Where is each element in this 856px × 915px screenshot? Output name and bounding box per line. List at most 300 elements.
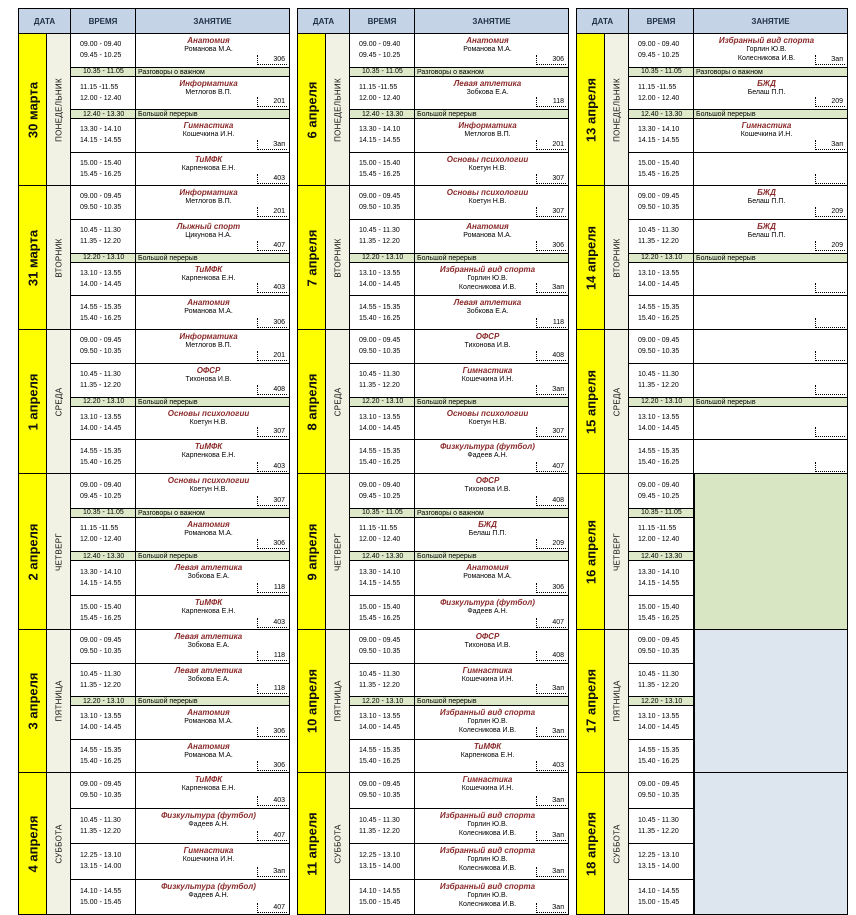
subject-cell	[694, 440, 848, 474]
time-range: 09.00 - 09.45	[638, 635, 693, 646]
time-range: 12.20 - 13.10	[641, 696, 693, 707]
break-row	[350, 552, 569, 561]
break-row	[71, 398, 290, 407]
week-column	[576, 8, 848, 912]
time-range: 09.00 - 09.45	[80, 191, 135, 202]
subject-cell	[136, 474, 290, 508]
subject-cell	[415, 153, 569, 187]
lesson-row	[71, 77, 290, 111]
time-range: 10.45 - 11.30	[359, 225, 414, 236]
subject-cell	[694, 77, 848, 110]
subject-name: Основы психологии	[415, 409, 560, 418]
time-cell	[629, 518, 694, 552]
subject-cell	[415, 596, 569, 631]
time-range: 10.45 - 11.30	[638, 369, 693, 380]
time-cell	[629, 330, 694, 363]
subject-name: Анатомия	[136, 708, 281, 717]
day-block	[576, 330, 848, 474]
date-cell	[577, 773, 605, 914]
teacher-name: Зобкова Е.А.	[415, 308, 560, 315]
time-range: 11.15 -11.55	[359, 82, 414, 93]
time-range: 13.30 - 14.10	[638, 567, 693, 578]
room-number: 408	[536, 496, 566, 506]
subject-cell	[136, 664, 290, 697]
lesson-rows	[350, 186, 568, 329]
subject-cell	[415, 407, 569, 440]
time-range: 13.10 - 13.55	[80, 412, 135, 423]
subject-cell	[415, 552, 569, 560]
subject-cell	[694, 330, 848, 363]
time-range: 09.45 - 10.25	[638, 491, 693, 502]
time-cell	[71, 773, 136, 808]
header-time: ВРЕМЯ	[350, 9, 415, 33]
weekday-cell	[326, 186, 350, 329]
time-range: 09.00 - 09.45	[638, 779, 693, 790]
time-range: 13.30 - 14.10	[80, 567, 135, 578]
weekday-label: СУББОТА	[333, 824, 342, 863]
subject-cell	[136, 153, 290, 187]
subject-name: Левая атлетика	[136, 563, 281, 572]
lesson-row	[71, 186, 290, 220]
weekday-cell	[605, 474, 629, 629]
lesson-row	[71, 119, 290, 153]
time-cell	[350, 552, 415, 560]
teacher-name: Зобкова Е.А.	[415, 89, 560, 96]
room-number: 307	[536, 174, 566, 184]
time-range: 12.40 - 13.30	[362, 551, 414, 562]
time-cell	[350, 153, 415, 187]
teacher-name: Зобкова Е.А.	[136, 642, 281, 649]
date-cell	[577, 474, 605, 629]
lesson-row	[350, 518, 569, 553]
lesson-row	[629, 364, 848, 398]
time-cell	[71, 398, 136, 406]
time-range: 14.55 - 15.35	[359, 745, 414, 756]
time-range: 15.00 - 15.40	[80, 158, 135, 169]
lesson-row	[71, 34, 290, 68]
header-subject: ЗАНЯТИЕ	[415, 9, 568, 33]
subject-cell	[136, 296, 290, 330]
room-box	[815, 351, 845, 361]
time-cell	[629, 220, 694, 253]
lesson-row	[71, 844, 290, 880]
subject-cell	[415, 630, 569, 663]
subject-name: ТиМФК	[136, 442, 281, 451]
date-label: 6 апреля	[304, 81, 319, 138]
teacher-name: Метлогов В.П.	[136, 89, 281, 96]
time-range: 14.15 - 14.55	[80, 578, 135, 589]
time-cell	[350, 220, 415, 253]
time-range: 14.55 - 15.35	[359, 302, 414, 313]
lesson-row	[350, 706, 569, 740]
time-range: 15.45 - 16.25	[80, 169, 135, 180]
time-range: 13.15 - 14.00	[638, 861, 693, 872]
time-range: 10.45 - 11.30	[80, 225, 135, 236]
date-cell	[298, 330, 326, 473]
lesson-rows	[629, 330, 847, 473]
time-cell	[71, 220, 136, 253]
teacher-name: Горлин Ю.В.	[415, 275, 560, 282]
subject-name: Физкультура (футбол)	[136, 882, 281, 891]
time-cell	[71, 596, 136, 631]
time-range: 10.45 - 11.30	[359, 815, 414, 826]
header-row	[576, 8, 848, 34]
time-cell	[350, 330, 415, 363]
time-range: 10.35 - 11.05	[641, 66, 693, 77]
time-range: 12.40 - 13.30	[83, 551, 135, 562]
date-label: 17 апреля	[583, 669, 598, 733]
subject-name: Гимнастика	[415, 366, 560, 375]
lesson-row	[629, 330, 848, 364]
time-cell	[71, 186, 136, 219]
weekday-label: ЧЕТВЕРГ	[54, 533, 63, 571]
lesson-row	[71, 664, 290, 698]
subject-cell	[415, 844, 569, 879]
date-cell	[298, 474, 326, 629]
subject-name: БЖД	[694, 188, 839, 197]
day-block	[18, 474, 290, 630]
break-label: Разговоры о важном	[417, 509, 484, 519]
time-range: 12.25 - 13.10	[638, 850, 693, 861]
break-label: Большой перерыв	[696, 398, 756, 408]
room-number: Зап	[536, 796, 566, 806]
time-range: 15.45 - 16.25	[359, 169, 414, 180]
lesson-row	[71, 407, 290, 441]
teacher-name: Колесникова И.В.	[415, 727, 560, 734]
teacher-name: Коетун Н.В.	[415, 419, 560, 426]
room-number: 408	[536, 651, 566, 661]
time-range: 15.00 - 15.40	[638, 158, 693, 169]
time-range: 10.45 - 11.30	[638, 815, 693, 826]
room-number: 408	[257, 385, 287, 395]
teacher-name: Карпенкова Е.Н.	[136, 275, 281, 282]
subject-cell	[415, 119, 569, 152]
subject-cell	[694, 220, 848, 253]
teacher-name: Коетун Н.В.	[415, 165, 560, 172]
subject-cell	[415, 220, 569, 253]
date-label: 10 апреля	[304, 669, 319, 733]
break-label: Разговоры о важном	[417, 68, 484, 78]
lesson-row	[350, 364, 569, 398]
time-range: 15.40 - 16.25	[359, 457, 414, 468]
time-cell	[350, 398, 415, 406]
time-cell	[629, 509, 694, 517]
lesson-row	[350, 740, 569, 774]
time-cell	[350, 880, 415, 915]
break-row	[71, 68, 290, 77]
time-range: 09.00 - 09.45	[80, 635, 135, 646]
day-block	[297, 34, 569, 186]
day-block	[18, 34, 290, 186]
time-cell	[350, 119, 415, 152]
week-column	[297, 8, 569, 912]
time-cell	[629, 552, 694, 560]
time-range: 11.35 - 12.20	[359, 680, 414, 691]
time-cell	[629, 440, 694, 474]
subject-name: ТиМФК	[415, 742, 560, 751]
header-time: ВРЕМЯ	[71, 9, 136, 33]
subject-cell	[415, 68, 569, 76]
time-cell	[629, 263, 694, 296]
subject-cell	[136, 697, 290, 705]
time-range: 14.55 - 15.35	[638, 302, 693, 313]
subject-cell	[415, 77, 569, 110]
lesson-row	[71, 440, 290, 474]
day-block	[297, 474, 569, 630]
header-date: ДАТА	[19, 9, 71, 33]
time-cell	[350, 186, 415, 219]
lesson-row	[350, 330, 569, 364]
time-cell	[350, 509, 415, 517]
teacher-name: Карпенкова Е.Н.	[415, 752, 560, 759]
time-range: 15.00 - 15.40	[80, 602, 135, 613]
room-number: Зап	[536, 831, 566, 841]
weekday-cell	[605, 186, 629, 329]
time-range: 14.00 - 14.45	[80, 722, 135, 733]
lesson-row	[71, 153, 290, 187]
subject-name: Гимнастика	[694, 121, 839, 130]
time-range: 14.15 - 14.55	[638, 578, 693, 589]
time-range: 09.00 - 09.40	[80, 39, 135, 50]
time-cell	[71, 552, 136, 560]
break-row	[350, 254, 569, 263]
subject-cell	[415, 518, 569, 552]
teacher-name: Цикунова Н.А.	[136, 232, 281, 239]
time-cell	[350, 296, 415, 330]
header-row	[297, 8, 569, 34]
subject-name: Физкультура (футбол)	[136, 811, 281, 820]
teacher-name: Карпенкова Е.Н.	[136, 785, 281, 792]
time-range: 14.10 - 14.55	[80, 886, 135, 897]
time-range: 15.40 - 16.25	[638, 313, 693, 324]
subject-cell	[415, 398, 569, 406]
subject-name: Анатомия	[136, 742, 281, 751]
time-range: 13.10 - 13.55	[80, 268, 135, 279]
time-cell	[629, 407, 694, 440]
teacher-name: Кошечкина И.Н.	[694, 131, 839, 138]
date-label: 15 апреля	[583, 369, 598, 433]
time-cell	[629, 880, 694, 915]
time-cell	[71, 34, 136, 67]
time-range: 14.55 - 15.35	[359, 446, 414, 457]
time-range: 12.00 - 12.40	[359, 93, 414, 104]
lesson-row	[350, 186, 569, 220]
lesson-row	[71, 773, 290, 809]
room-number: Зап	[536, 727, 566, 737]
header-subject: ЗАНЯТИЕ	[136, 9, 289, 33]
subject-cell	[136, 34, 290, 67]
room-number: Зап	[536, 385, 566, 395]
time-range: 14.00 - 14.45	[359, 279, 414, 290]
teacher-name: Зобкова Е.А.	[136, 573, 281, 580]
time-range: 09.50 - 10.35	[638, 646, 693, 657]
lesson-rows	[350, 474, 568, 629]
time-cell	[629, 296, 694, 330]
room-number: 118	[536, 97, 566, 107]
time-range: 14.00 - 14.45	[80, 423, 135, 434]
subject-name: Избранный вид спорта	[415, 708, 560, 717]
room-number: 403	[257, 618, 287, 628]
room-number: 307	[257, 427, 287, 437]
subject-name: БЖД	[415, 520, 560, 529]
room-number: 403	[257, 796, 287, 806]
time-cell	[71, 561, 136, 595]
subject-name: Избранный вид спорта	[415, 811, 560, 820]
day-block	[576, 186, 848, 330]
time-range: 14.00 - 14.45	[359, 722, 414, 733]
time-cell	[71, 706, 136, 739]
subject-cell	[136, 706, 290, 739]
teacher-name: Горлин Ю.В.	[415, 718, 560, 725]
teacher-name: Колесникова И.В.	[415, 830, 560, 837]
time-range: 11.35 - 12.20	[359, 236, 414, 247]
weekday-label: ВТОРНИК	[612, 238, 621, 277]
time-range: 09.00 - 09.45	[80, 335, 135, 346]
lesson-rows	[629, 34, 847, 185]
teacher-name: Белаш П.П.	[415, 530, 560, 537]
subject-name: Гимнастика	[136, 121, 281, 130]
room-number: Зап	[815, 140, 845, 150]
time-range: 09.00 - 09.45	[359, 779, 414, 790]
room-number: Зап	[815, 55, 845, 65]
subject-cell	[694, 68, 848, 76]
time-cell	[71, 296, 136, 330]
time-range: 12.20 - 13.10	[83, 696, 135, 707]
date-label: 11 апреля	[304, 812, 319, 875]
time-range: 09.00 - 09.45	[359, 335, 414, 346]
time-range: 09.45 - 10.25	[359, 50, 414, 61]
break-row	[350, 110, 569, 119]
teacher-name: Метлогов В.П.	[136, 198, 281, 205]
break-label: Большой перерыв	[138, 697, 198, 707]
teacher-name: Романова М.А.	[136, 308, 281, 315]
lesson-rows	[350, 630, 568, 772]
room-box	[815, 427, 845, 437]
time-range: 13.15 - 14.00	[80, 861, 135, 872]
subject-cell	[136, 809, 290, 844]
subject-name: Информатика	[136, 332, 281, 341]
break-label: Большой перерыв	[417, 552, 477, 562]
time-cell	[350, 68, 415, 76]
time-cell	[71, 844, 136, 879]
time-range: 09.50 - 10.35	[638, 202, 693, 213]
lesson-row	[71, 364, 290, 398]
time-range: 13.30 - 14.10	[80, 124, 135, 135]
subject-cell	[136, 364, 290, 397]
day-block	[576, 474, 848, 630]
green-fill-area	[694, 474, 848, 629]
teacher-name: Романова М.А.	[415, 573, 560, 580]
room-number: 201	[257, 207, 287, 217]
subject-name: Физкультура (футбол)	[415, 598, 560, 607]
time-cell	[350, 474, 415, 508]
subject-cell	[136, 330, 290, 363]
weekday-label: ПОНЕДЕЛЬНИК	[54, 78, 63, 142]
break-label: Разговоры о важном	[696, 68, 763, 78]
date-label: 2 апреля	[25, 523, 40, 580]
subject-cell	[136, 407, 290, 440]
break-label: Большой перерыв	[417, 254, 477, 264]
room-number: 201	[257, 97, 287, 107]
time-cell	[629, 809, 694, 844]
subject-name: Информатика	[136, 188, 281, 197]
date-cell	[577, 186, 605, 329]
room-number: 306	[536, 55, 566, 65]
teacher-name: Романова М.А.	[136, 46, 281, 53]
lesson-row	[350, 474, 569, 509]
break-row	[350, 68, 569, 77]
subject-cell	[415, 664, 569, 697]
date-label: 30 марта	[25, 81, 40, 137]
subject-cell	[136, 518, 290, 552]
date-label: 14 апреля	[583, 225, 598, 289]
subject-name: Левая атлетика	[415, 298, 560, 307]
time-range: 09.50 - 10.35	[80, 202, 135, 213]
time-cell	[629, 561, 694, 595]
date-cell	[298, 630, 326, 772]
subject-name: Анатомия	[415, 36, 560, 45]
subject-cell	[415, 561, 569, 595]
lesson-row	[350, 263, 569, 297]
weekday-label: ПОНЕДЕЛЬНИК	[333, 78, 342, 142]
time-range: 10.35 - 11.05	[362, 66, 414, 77]
time-range: 09.45 - 10.25	[80, 50, 135, 61]
time-cell	[350, 440, 415, 474]
lesson-rows	[350, 330, 568, 473]
subject-cell	[415, 706, 569, 739]
time-range: 12.40 - 13.30	[641, 551, 693, 562]
date-cell	[577, 34, 605, 185]
subject-cell	[136, 68, 290, 76]
time-cell	[350, 740, 415, 774]
lesson-row	[71, 809, 290, 845]
time-range: 09.50 - 10.35	[80, 646, 135, 657]
subject-cell	[415, 186, 569, 219]
lesson-row	[71, 330, 290, 364]
lesson-rows	[71, 34, 289, 185]
time-range: 09.50 - 10.35	[359, 646, 414, 657]
weekday-label: СРЕДА	[333, 387, 342, 416]
date-label: 1 апреля	[25, 373, 40, 430]
weekday-label: ПОНЕДЕЛЬНИК	[612, 78, 621, 142]
room-number: 306	[536, 241, 566, 251]
lesson-row	[350, 440, 569, 474]
weekday-label: ПЯТНИЦА	[54, 680, 63, 721]
time-cell	[629, 119, 694, 152]
weekday-cell	[47, 474, 71, 629]
time-cell	[71, 153, 136, 187]
room-box	[815, 283, 845, 293]
lesson-row	[629, 296, 848, 330]
weekday-cell	[47, 186, 71, 329]
subject-cell	[694, 110, 848, 118]
time-cell	[350, 34, 415, 67]
subject-name: Левая атлетика	[136, 666, 281, 675]
teacher-name: Метлогов В.П.	[136, 342, 281, 349]
time-cell	[350, 844, 415, 879]
teacher-name: Тихонова И.В.	[136, 376, 281, 383]
time-cell	[71, 254, 136, 262]
room-number: 403	[536, 761, 566, 771]
weekday-label: ЧЕТВЕРГ	[333, 533, 342, 571]
subject-name: Анатомия	[136, 36, 281, 45]
date-label: 16 апреля	[583, 519, 598, 583]
time-range: 11.35 - 12.20	[359, 826, 414, 837]
time-range: 12.00 - 12.40	[638, 93, 693, 104]
teacher-name: Метлогов В.П.	[415, 131, 560, 138]
time-range: 09.00 - 09.45	[80, 779, 135, 790]
break-label: Разговоры о важном	[138, 509, 205, 519]
